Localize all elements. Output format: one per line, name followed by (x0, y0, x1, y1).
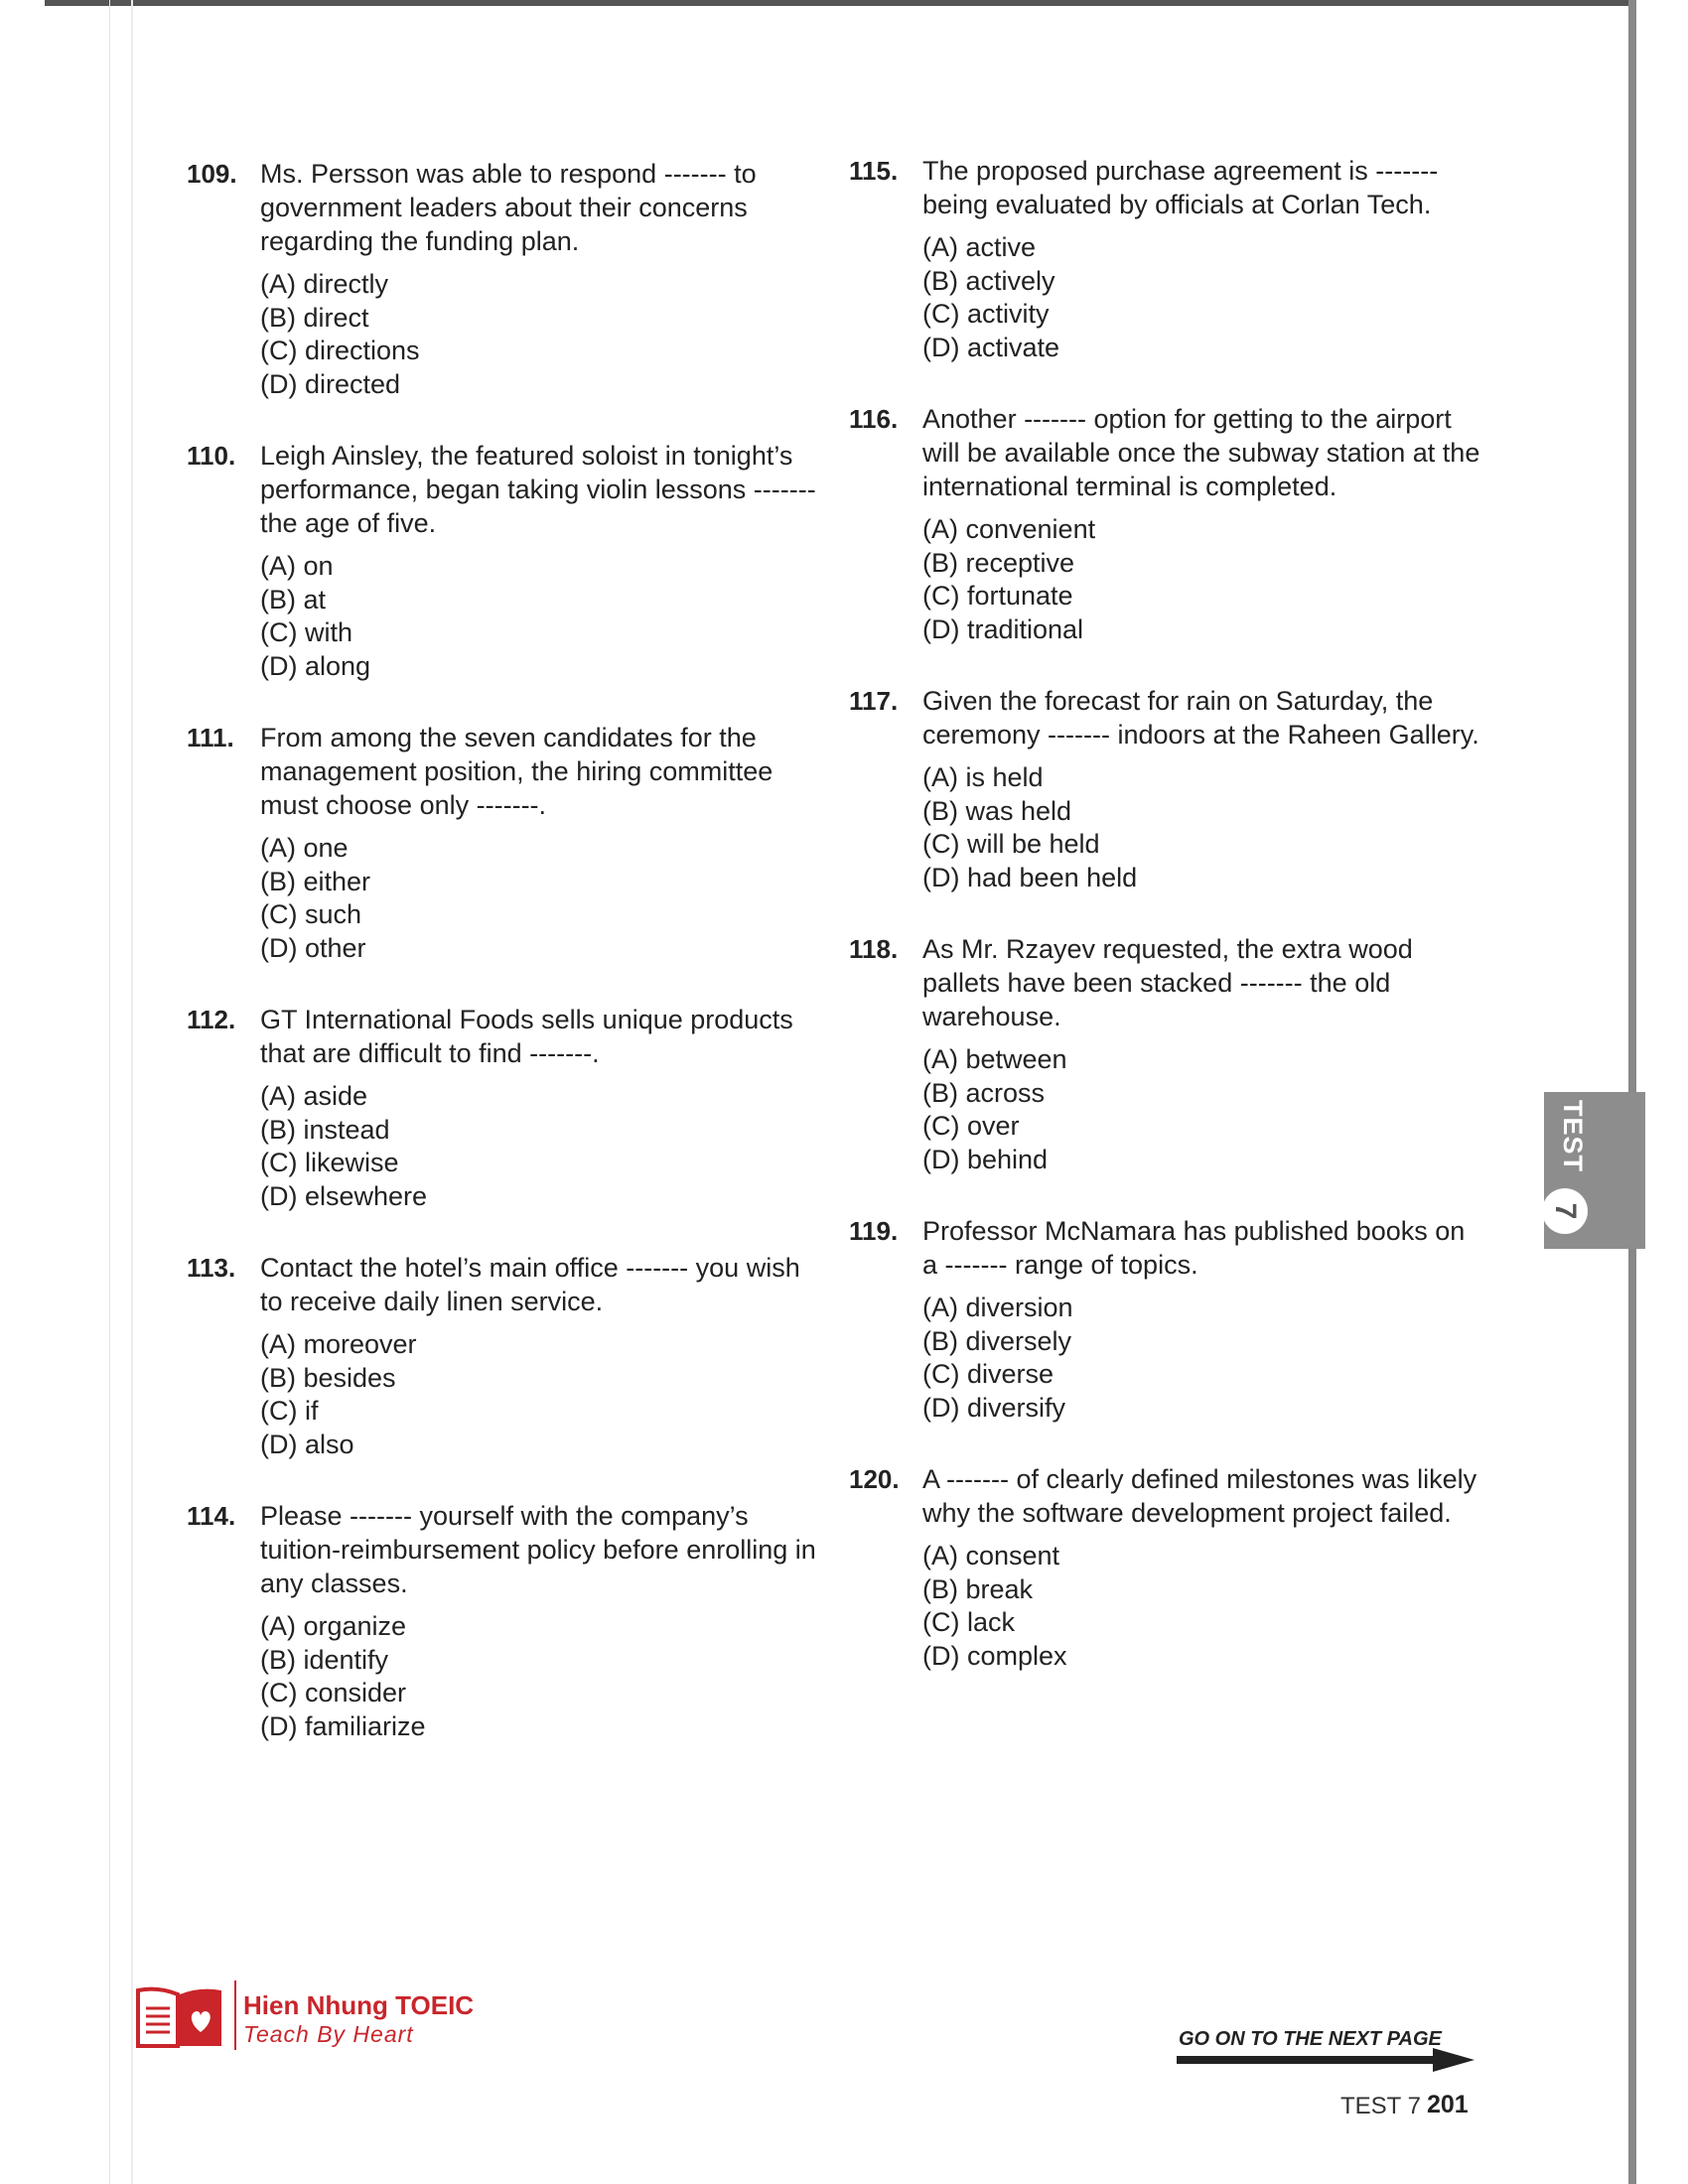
question-item (849, 932, 1484, 1176)
answer-option: (B) direct (260, 302, 369, 333)
answer-options (922, 231, 1484, 364)
answer-option: (A) between (922, 1044, 1067, 1074)
answer-options (922, 513, 1484, 646)
answer-options (260, 550, 822, 683)
answer-options (260, 1328, 822, 1461)
question-number: 113. (187, 1253, 236, 1283)
logo-name: Hien Nhung TOEIC (243, 1990, 475, 2020)
answer-option: (B) break (922, 1573, 1034, 1604)
question-item (187, 1499, 822, 1743)
answer-option: (B) instead (260, 1114, 390, 1145)
page-number: 201 (1427, 2091, 1469, 2118)
answer-options (260, 268, 822, 401)
answer-options (922, 1540, 1484, 1673)
answer-option: (C) consider (260, 1678, 407, 1707)
questions-column-right (849, 154, 1484, 1710)
answer-option: (C) lack (922, 1607, 1015, 1637)
answer-option: (C) will be held (922, 829, 1100, 859)
answer-option: (C) activity (922, 299, 1050, 329)
answer-option: (D) elsewhere (260, 1180, 428, 1211)
answer-options (260, 1610, 822, 1743)
question-item (849, 1462, 1484, 1673)
question-number: 110. (187, 441, 236, 471)
question-item (187, 1003, 822, 1213)
test-tab-number: 7 (1542, 1188, 1588, 1234)
question-text: Another ------- option for getting to the airport will be available once the subway station at the international terminal is completed. (922, 404, 1480, 501)
answer-option: (D) traditional (922, 614, 1084, 644)
answer-option: (D) diversify (922, 1392, 1066, 1423)
answer-option: (B) across (922, 1077, 1046, 1108)
question-number: 109. (187, 159, 237, 189)
question-number: 118. (849, 934, 899, 964)
question-item (849, 1214, 1484, 1425)
answer-option: (A) organize (260, 1611, 407, 1641)
answer-options (260, 1080, 822, 1213)
question-number: 115. (849, 156, 899, 186)
question-number: 120. (849, 1464, 900, 1494)
answer-option: (B) identify (260, 1644, 389, 1675)
question-item (849, 402, 1484, 646)
test-tab-label: TEST (1558, 1100, 1588, 1173)
question-item (187, 157, 822, 401)
answer-option: (C) such (260, 899, 362, 929)
question-item (187, 439, 822, 683)
logo-divider (234, 1980, 236, 2050)
question-text: Leigh Ainsley, the featured soloist in tonight’s performance, began taking violin lessons ------- the age of five. (260, 441, 816, 538)
top-border-line (45, 0, 1633, 6)
question-text: Please ------- yourself with the company’s tuition-reimbursement policy before enrolling in any classes. (260, 1501, 816, 1598)
arrow-right-icon (1177, 2048, 1475, 2072)
answer-option: (A) aside (260, 1081, 368, 1111)
answer-option: (B) receptive (922, 547, 1075, 578)
question-item (849, 154, 1484, 364)
answer-option: (B) either (260, 866, 371, 896)
answer-option: (B) actively (922, 265, 1055, 296)
logo-tagline: Teach By Heart (243, 2021, 414, 2047)
answer-option: (B) diversely (922, 1325, 1072, 1356)
answer-option: (D) behind (922, 1144, 1049, 1174)
answer-options (260, 832, 822, 965)
book-heart-icon (134, 1980, 225, 2052)
answer-option: (C) likewise (260, 1148, 399, 1177)
question-text: GT International Foods sells unique products that are difficult to find -------. (260, 1005, 793, 1068)
question-item (849, 684, 1484, 894)
answer-options (922, 1043, 1484, 1176)
answer-options (922, 1292, 1484, 1425)
question-number: 112. (187, 1005, 236, 1034)
answer-option: (D) activate (922, 332, 1060, 362)
answer-option: (A) convenient (922, 514, 1096, 544)
answer-option: (C) fortunate (922, 581, 1073, 611)
answer-option: (D) also (260, 1429, 354, 1459)
answer-option: (A) consent (922, 1541, 1060, 1570)
answer-option: (D) had been held (922, 862, 1138, 892)
question-text: The proposed purchase agreement is ------- being evaluated by officials at Corlan Tech. (922, 156, 1439, 219)
answer-option: (A) moreover (260, 1329, 417, 1359)
question-text: Contact the hotel’s main office ------- you wish to receive daily linen service. (260, 1253, 800, 1316)
answer-option: (B) was held (922, 795, 1072, 826)
question-item (187, 721, 822, 965)
answer-option: (A) diversion (922, 1293, 1073, 1322)
question-text: From among the seven candidates for the management position, the hiring committee must choose only -------. (260, 723, 774, 820)
question-number: 117. (849, 686, 899, 716)
answer-option: (A) one (260, 833, 349, 863)
question-number: 111. (187, 723, 234, 752)
go-on-next-page-text: GO ON TO THE NEXT PAGE (1179, 2028, 1442, 2050)
answer-option: (B) at (260, 584, 327, 614)
answer-option: (D) directed (260, 368, 401, 399)
answer-option: (D) familiarize (260, 1710, 426, 1741)
page-fold-shadow (131, 0, 133, 2184)
answer-option: (A) on (260, 551, 334, 581)
question-number: 114. (187, 1501, 236, 1531)
answer-option: (D) other (260, 932, 366, 963)
answer-option: (B) besides (260, 1362, 396, 1393)
answer-option: (C) if (260, 1396, 319, 1426)
questions-column-left (187, 157, 822, 1781)
question-text: Ms. Persson was able to respond ------- to government leaders about their concerns regarding the funding plan. (260, 159, 757, 256)
answer-option: (A) is held (922, 762, 1044, 792)
question-text: A ------- of clearly defined milestones was likely why the software development project failed. (922, 1464, 1477, 1528)
answer-option: (C) over (922, 1111, 1020, 1141)
question-text: Professor McNamara has published books on a ------- range of topics. (922, 1216, 1466, 1280)
answer-option: (C) directions (260, 336, 420, 365)
question-text: Given the forecast for rain on Saturday, the ceremony ------- indoors at the Raheen Gallery. (922, 686, 1479, 750)
answer-option: (C) with (260, 617, 352, 647)
answer-option: (D) complex (922, 1640, 1067, 1671)
answer-option: (A) active (922, 232, 1037, 262)
question-number: 119. (849, 1216, 899, 1246)
question-text: As Mr. Rzayev requested, the extra wood pallets have been stacked ------- the old warehouse. (922, 934, 1413, 1031)
question-number: 116. (849, 404, 899, 434)
answer-options (922, 761, 1484, 894)
answer-option: (D) along (260, 650, 371, 681)
answer-option: (C) diverse (922, 1359, 1055, 1389)
page-fold-shadow (109, 0, 110, 2184)
question-item (187, 1251, 822, 1461)
answer-option: (A) directly (260, 269, 389, 299)
footer-test-label: TEST 7 (1340, 2093, 1421, 2119)
